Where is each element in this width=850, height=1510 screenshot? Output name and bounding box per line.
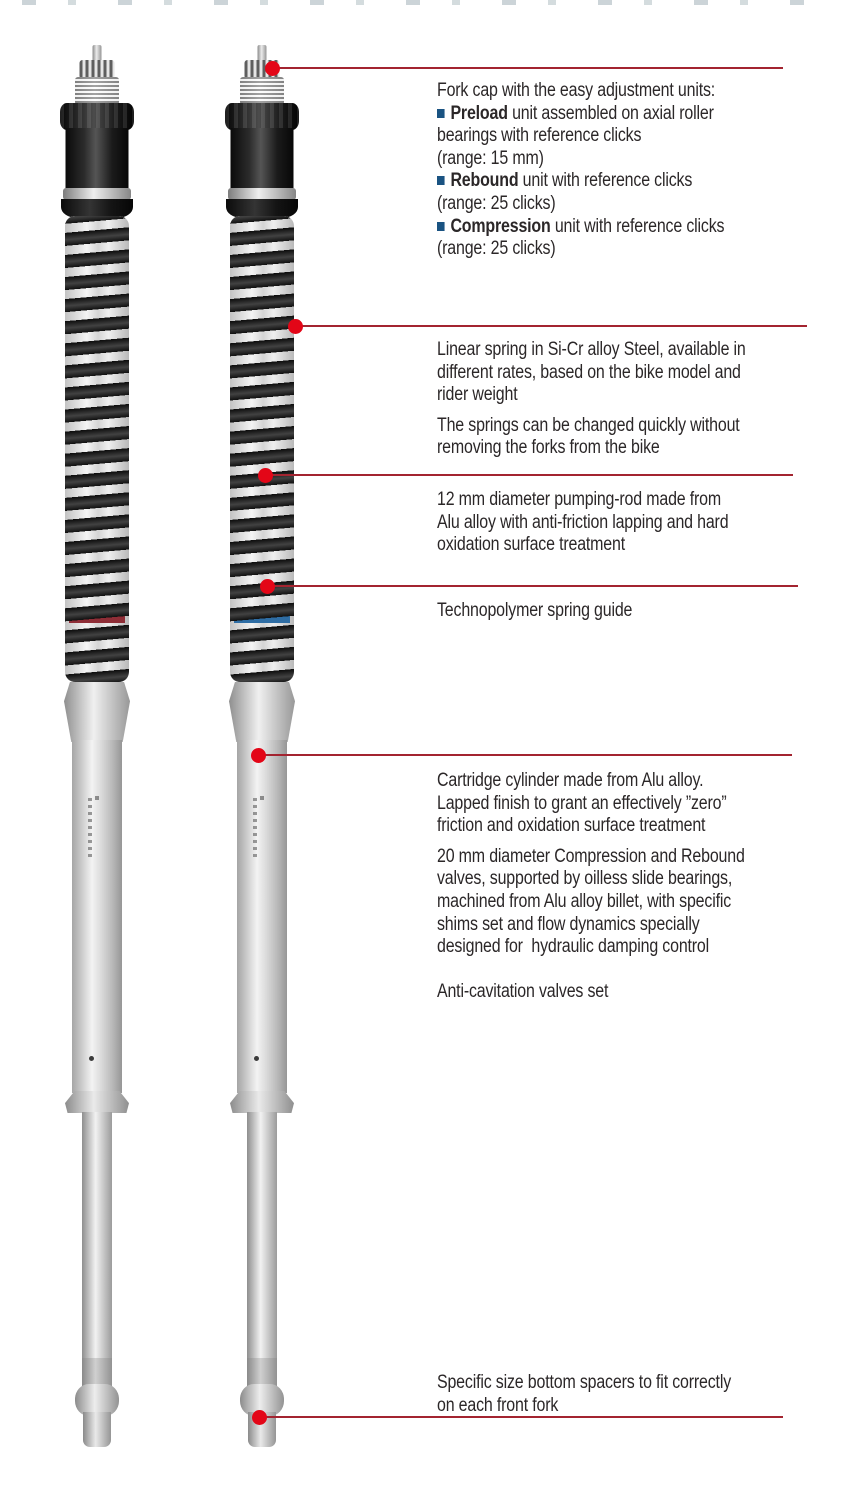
anti-cavitation-note: Anti-cavitation valves set xyxy=(437,981,609,1002)
callout-dot-bottom-spacer xyxy=(252,1410,267,1425)
spring-coils xyxy=(230,216,294,682)
preload-adjuster-collar xyxy=(60,103,134,130)
callout-dot-cartridge-cylinder xyxy=(251,748,266,763)
callout-dot-spring-guide xyxy=(260,579,275,594)
callout-dot-pumping-rod xyxy=(258,468,273,483)
bullet-square-icon xyxy=(437,109,445,118)
fork-cartridge-left xyxy=(17,0,177,1510)
lower-shaft xyxy=(82,1112,112,1362)
callout-line-pumping-rod xyxy=(265,474,793,476)
fork-cap-note: Fork cap with the easy adjustment units: Preload unit assembled on axial roller bearings with reference clicks (range: 15 mm) Rebound unit with reference clicks (range: 25 clicks) Compression unit with reference clicks (range: 25 clicks) xyxy=(437,80,725,260)
callout-line-fork-cap xyxy=(272,67,783,69)
bullet-square-icon xyxy=(437,176,445,185)
cylinder-bottom-flare xyxy=(65,1091,129,1113)
linear-spring xyxy=(230,216,294,682)
brand-marking-dot xyxy=(260,796,264,800)
cylinder-bottom-flare xyxy=(230,1091,294,1113)
cartridge-cylinder xyxy=(237,740,287,1093)
callout-line-spring-guide xyxy=(267,585,798,587)
cartridge-cylinder xyxy=(72,740,122,1093)
fork-cap-body xyxy=(231,128,294,190)
callout-dot-linear-spring xyxy=(288,319,303,334)
linear-spring-note: Linear spring in Si-Cr alloy Steel, available in different rates, based on the bike model and rider weight The springs can be changed quickly without removing the forks from the bike xyxy=(437,339,746,459)
fork-cap-body xyxy=(66,128,129,190)
spring-seat xyxy=(64,682,130,742)
linear-spring xyxy=(65,216,129,682)
spring-guide-note: Technopolymer spring guide xyxy=(437,600,633,621)
spring-coils xyxy=(65,216,129,682)
brand-marking xyxy=(88,798,92,860)
brand-marking-dot xyxy=(95,796,99,800)
pumping-rod-note: 12 mm diameter pumping-rod made from Alu alloy with anti-friction lapping and hard oxidation surface treatment xyxy=(437,489,729,556)
callout-line-linear-spring xyxy=(295,325,807,327)
bottom-tip xyxy=(83,1412,111,1447)
preload-adjuster-collar xyxy=(225,103,299,130)
bullet-square-icon xyxy=(437,222,445,231)
fork-cap-thread xyxy=(240,77,284,105)
bottom-spacer-note: Specific size bottom spacers to fit correctly on each front fork xyxy=(437,1372,732,1416)
bleed-hole xyxy=(89,1056,94,1061)
cartridge-cylinder-note: Cartridge cylinder made from Alu alloy. Lapped finish to grant an effectively ”zero” friction and oxidation surface treatment 20 mm diameter Compression and Rebound valves, supported by oilless slide bearings, machined from Alu alloy billet, with specific shims set and flow dynamics specially designed for hydraulic damping control xyxy=(437,770,745,958)
brand-marking xyxy=(253,798,257,860)
spring-seat xyxy=(229,682,295,742)
bleed-hole xyxy=(254,1056,259,1061)
callout-dot-fork-cap xyxy=(265,61,280,76)
callout-line-cartridge-cylinder xyxy=(258,754,792,756)
lower-shaft xyxy=(247,1112,277,1362)
fork-cap-thread xyxy=(75,77,119,105)
